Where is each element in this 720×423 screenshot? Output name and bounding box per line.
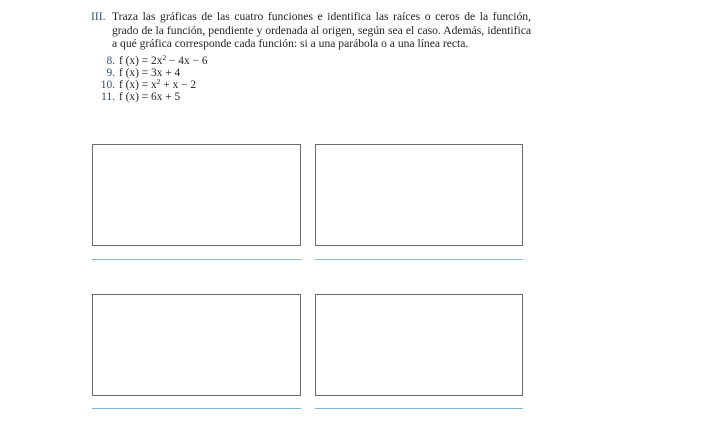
- graph-box-1[interactable]: [92, 144, 301, 246]
- exercise-section: [91, 10, 531, 104]
- function-number: 8.: [106, 54, 115, 67]
- graph-box-3[interactable]: [92, 294, 301, 396]
- function-item-8: [91, 52, 531, 67]
- instruction: [91, 10, 531, 51]
- function-number: 11.: [101, 91, 115, 104]
- function-number: 10.: [100, 79, 115, 92]
- answer-line-2[interactable]: [315, 259, 523, 260]
- answer-line-3[interactable]: [92, 408, 301, 409]
- answer-line-1[interactable]: [92, 259, 301, 260]
- exponent: 2: [156, 77, 161, 87]
- function-item-10: [91, 79, 531, 91]
- function-number: 9.: [106, 66, 115, 79]
- exponent: 2: [162, 52, 167, 62]
- function-expression: f $(x) = x^2 + x - 2$: [119, 77, 197, 92]
- function-expression: f (x) = 3x + 4: [119, 66, 181, 79]
- answer-line-4[interactable]: [315, 408, 523, 409]
- graph-box-4[interactable]: [315, 294, 523, 396]
- function-list: [91, 52, 531, 104]
- graph-box-2[interactable]: [315, 144, 523, 246]
- instruction-number: III.: [91, 10, 106, 23]
- function-item-11: [91, 91, 531, 103]
- function-expression: f (x) = 6x + 5: [119, 91, 181, 104]
- function-expression: f $(x) = 2x^2 - 4x - 6$: [119, 52, 208, 67]
- instruction-text: Traza las gráficas de las cuatro funciones e identifica las raíces o ceros de la función, grado de la función, pendiente y ordenada al origen, según sea el caso. Además, identifica a qué gráfica corresponde cada función: si a una parábola o a una línea recta.: [112, 10, 531, 51]
